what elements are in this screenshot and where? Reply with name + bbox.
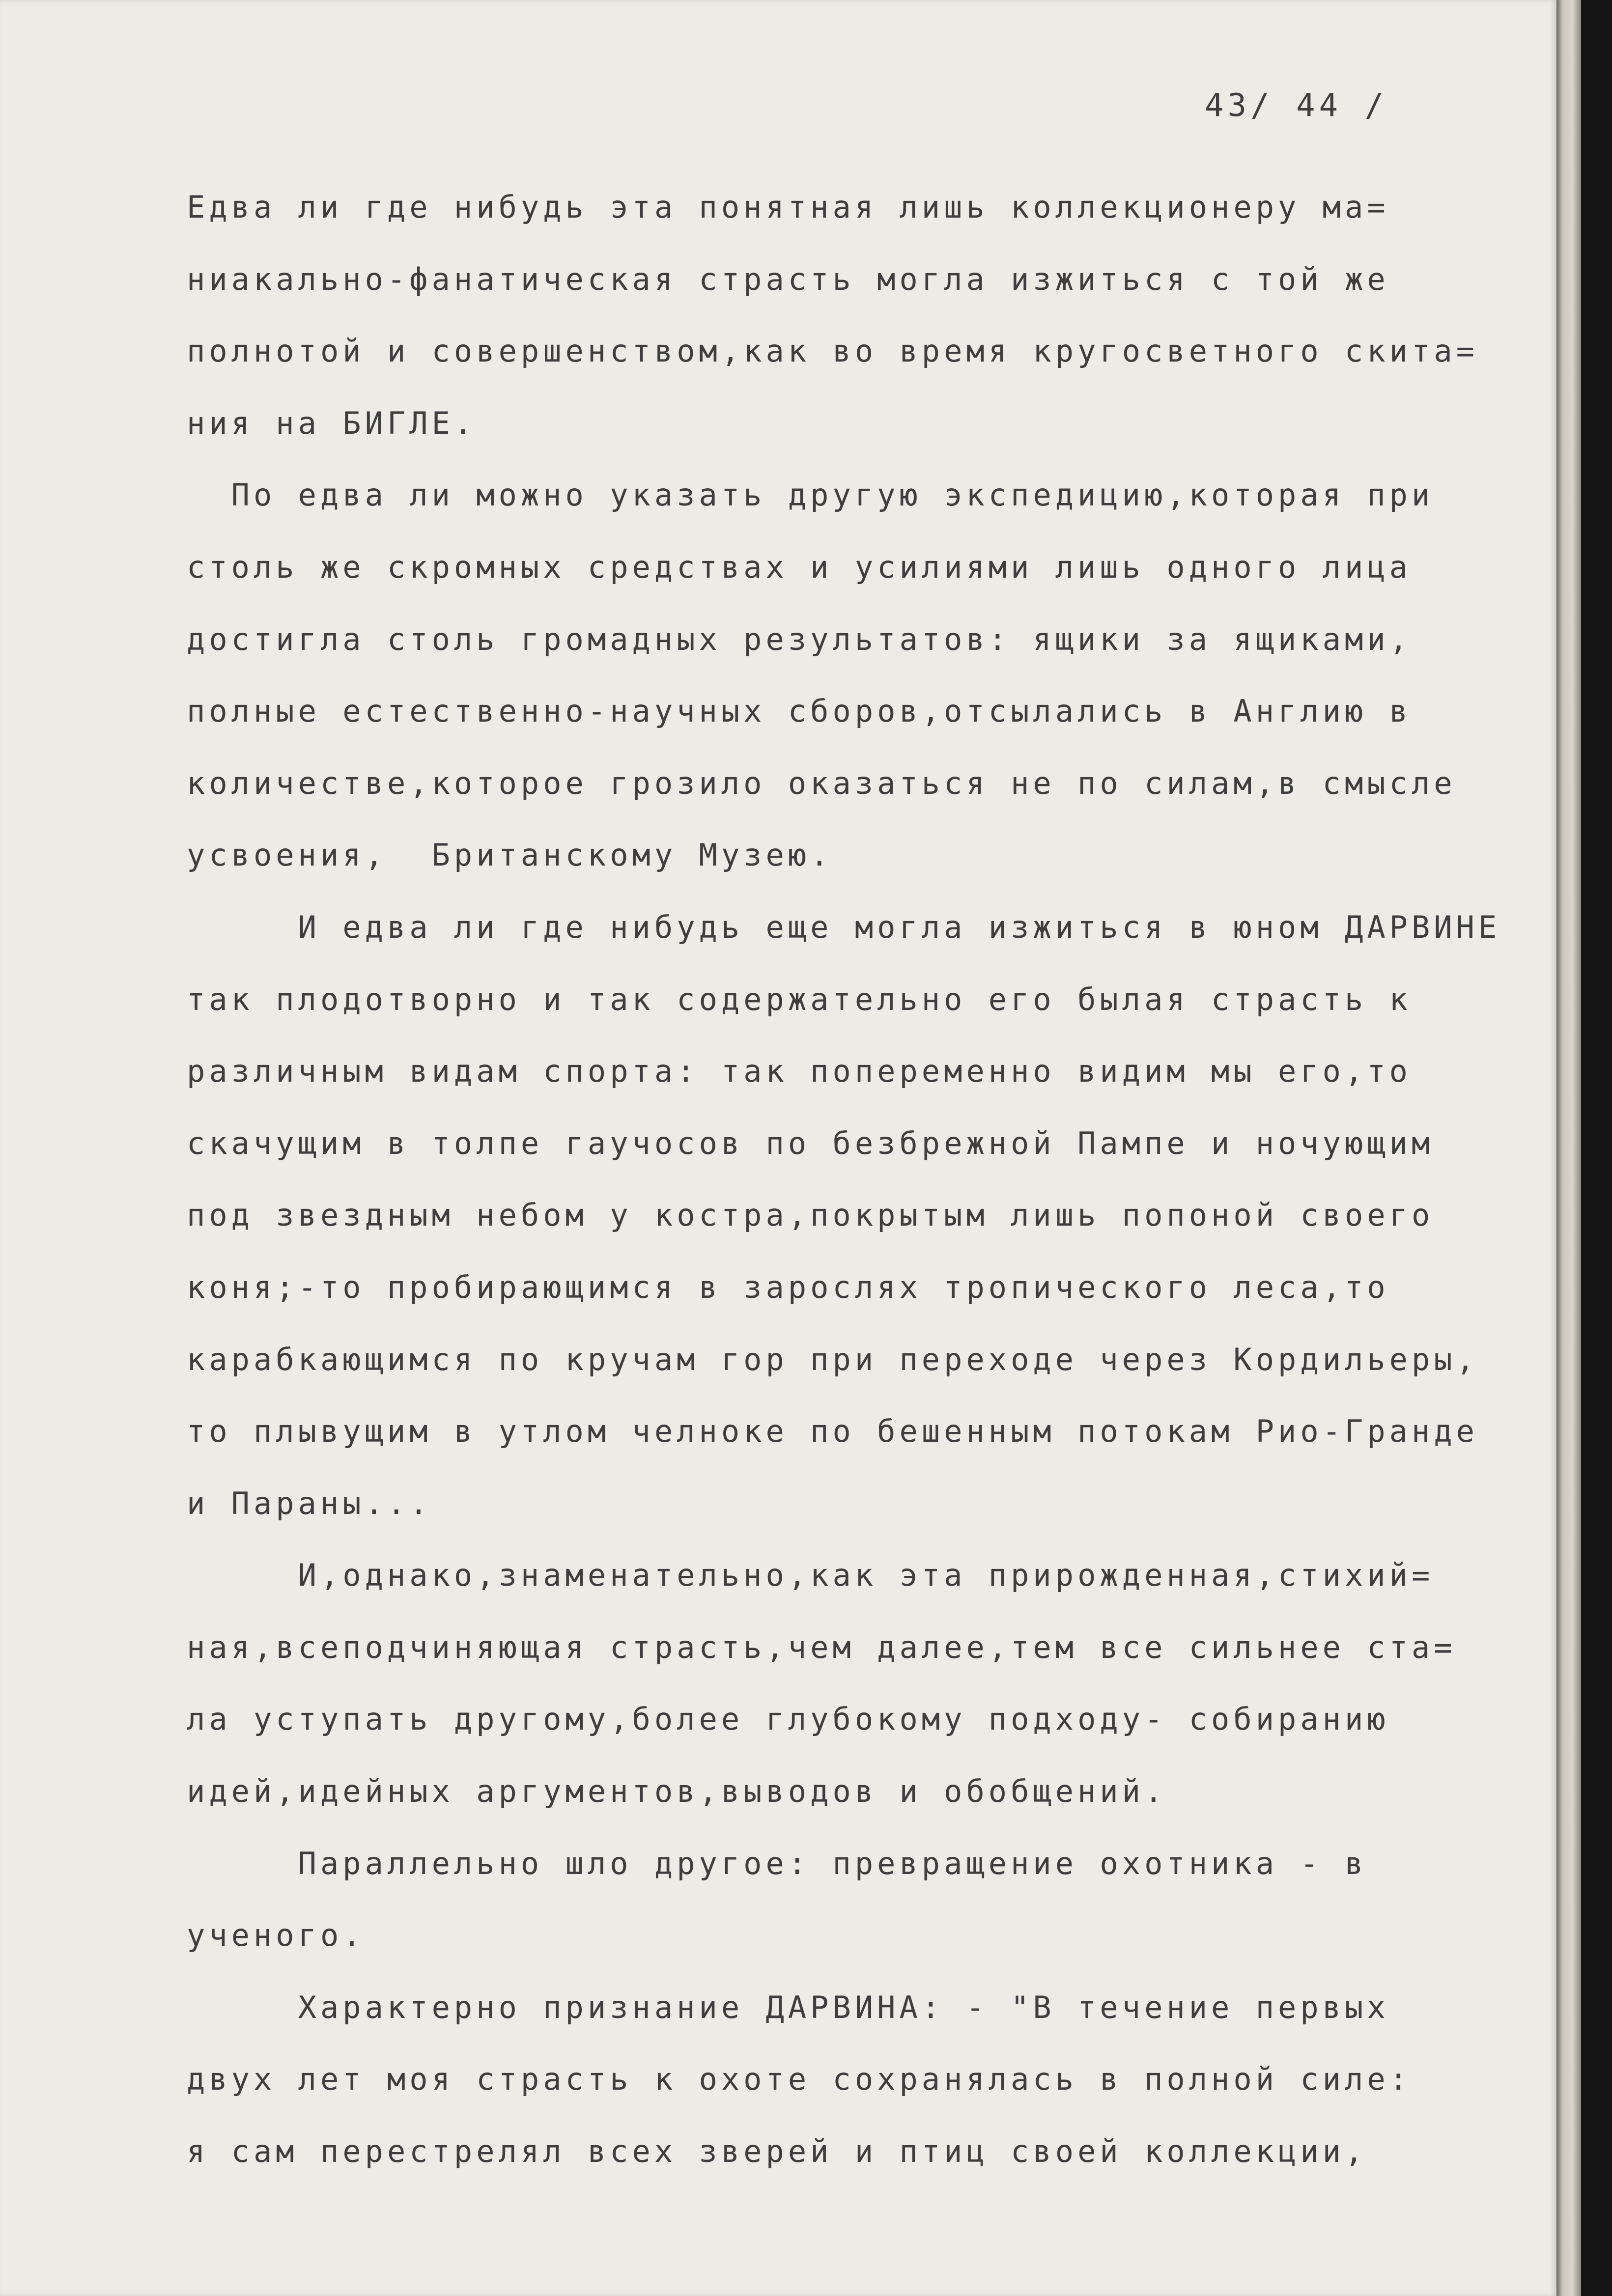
text-line: коня;-то пробирающимся в зарослях тропического леса,то — [187, 1269, 1389, 1305]
text-line: И,однако,знаменательно,как эта прирожденная,стихий= — [187, 1557, 1434, 1594]
text-line: так плодотворно и так содержательно его былая страсть к — [187, 981, 1412, 1017]
text-line: под звездным небом у костра,покрытым лишь попоной своего — [187, 1197, 1434, 1233]
text-line: скачущим в толпе гаучосов по безбрежной Пампе и ночующим — [187, 1125, 1434, 1161]
text-line: полные естественно-научных сборов,отсылались в Англию в — [187, 693, 1412, 729]
text-line: идей,идейных аргументов,выводов и обобщений. — [187, 1773, 1167, 1810]
text-line: И едва ли где нибудь еще могла изжиться в юном ДАРВИНЕ — [187, 909, 1501, 945]
text-line: ла уступать другому,более глубокому подходу- собиранию — [187, 1701, 1389, 1737]
text-line: ученого. — [187, 1917, 365, 1954]
text-body — [187, 188, 1500, 2204]
text-line: и Параны... — [187, 1485, 432, 1521]
text-line: ная,всеподчиняющая страсть,чем далее,тем все сильнее ста= — [187, 1629, 1456, 1665]
text-line: Характерно признание ДАРВИНА: - "В течение первых — [187, 1989, 1389, 2025]
text-line: достигла столь громадных результатов: ящики за ящиками, — [187, 621, 1412, 657]
text-line: полнотой и совершенством,как во время кругосветного скита= — [187, 333, 1478, 369]
text-line: ния на БИГЛЕ. — [187, 405, 477, 441]
text-line: Едва ли где нибудь эта понятная лишь коллекционеру ма= — [187, 189, 1389, 225]
page-edge-strip — [1553, 0, 1581, 2296]
text-line: я сам перестрелял всех зверей и птиц своей коллекции, — [187, 2133, 1367, 2170]
text-line: различным видам спорта: так попеременно видим мы его,то — [187, 1053, 1412, 1090]
text-line: двух лет моя страсть к охоте сохранялась в полной силе: — [187, 2061, 1412, 2098]
text-line: ниакально-фанатическая страсть могла изжиться с той же — [187, 261, 1389, 297]
page-number: 43/ 44 / — [1205, 87, 1388, 124]
text-line: Параллельно шло другое: превращение охотника - в — [187, 1845, 1367, 1881]
text-line: карабкающимся по кручам гор при переходе через Кордильеры, — [187, 1341, 1478, 1377]
text-line: количестве,которое грозило оказаться не по силам,в смысле — [187, 765, 1456, 801]
text-line: то плывущим в утлом челноке по бешенным потокам Рио-Гранде — [187, 1413, 1478, 1450]
text-line: столь же скромных средствах и усилиями лишь одного лица — [187, 549, 1412, 585]
text-line: По едва ли можно указать другую экспедицию,которая при — [187, 477, 1434, 513]
text-line: усвоения, Британскому Музею. — [187, 837, 833, 873]
